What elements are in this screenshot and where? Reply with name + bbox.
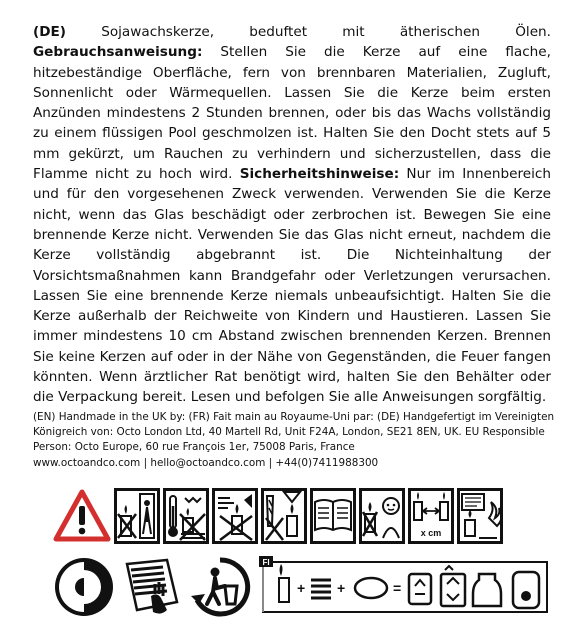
manufacturer-address: (EN) Handmade in the UK by: (FR) Fait main au Royaume-Uni par: (DE) Handgefertigt im Vereinigten Königreich von: Octo London Ltd, 40 Martell Rd, Unit F24A, London, SE21 8EN, UK. EU Responsible Person: Octo Europe, 60 rue François 1er, 75008 Paris, France bbox=[33, 411, 555, 454]
recycle-badge: FI bbox=[262, 558, 270, 567]
language-code: (DE) bbox=[33, 24, 66, 40]
svg-text:+: + bbox=[297, 580, 306, 596]
unattended-candle-icon bbox=[114, 488, 160, 544]
read-instructions-icon bbox=[310, 488, 356, 544]
warning-triangle-icon bbox=[53, 489, 111, 543]
distance-label: x cm bbox=[420, 528, 442, 538]
no-draught-icon bbox=[212, 488, 258, 544]
children-pets-icon bbox=[359, 488, 405, 544]
recycling-guide-icon bbox=[257, 556, 553, 618]
distance-between-candles-icon bbox=[408, 488, 454, 544]
usage-heading: Gebrauchsanweisung: bbox=[33, 44, 203, 61]
product-description: Sojawachskerze, beduftet mit ätherischen Ölen. bbox=[66, 24, 551, 40]
green-dot-icon bbox=[53, 556, 115, 618]
manual-icon bbox=[121, 556, 183, 618]
fire-safety-icon bbox=[457, 488, 503, 544]
safety-text: Nur im Innenbereich und für den vorgesehenen Zweck verwenden. Verwenden Sie die Kerze nicht, wenn das Glas beschädigt oder zerbrochen ist. Bewegen Sie eine brennende Kerze nicht. Verwenden Sie das Glas nicht erneut, nachdem die Kerze vollständig abgebrannt ist. Die Nichteinhaltung der Vorsichtsmaßnahmen kann Brandgefahr oder Verletzungen verursachen. Lassen Sie eine brennende Kerze niemals unbeaufsichtigt. Halten Sie die Kerze außerhalb der Reichweite von Kindern und Haustieren. Lassen Sie immer mindestens 10 cm Abstand zwischen brennenden Kerzen. Brennen Sie keine Kerzen auf oder in der Nähe von Gegenständen, die Feuer fangen könnten. Wenn ärztlicher Rat benötigt wird, halten Sie den Behälter oder die Verpackung bereit. Lesen und befolgen Sie alle Anweisungen sorgfältig. bbox=[33, 166, 551, 406]
safety-heading: Sicherheitshinweise: bbox=[239, 166, 400, 183]
svg-text:=: = bbox=[393, 580, 402, 596]
contact-line: www.octoandco.com | hello@octoandco.com | +44(0)7411988300 bbox=[33, 456, 379, 469]
manufacturer-credits bbox=[33, 410, 563, 471]
recycling-icons-row bbox=[53, 556, 553, 618]
tidyman-icon bbox=[189, 556, 251, 618]
svg-text:+: + bbox=[337, 580, 346, 596]
heat-resistant-surface-icon bbox=[163, 488, 209, 544]
no-flammable-materials-icon bbox=[261, 488, 307, 544]
usage-text: Stellen Sie die Kerze auf eine flache, hitzebeständige Oberfläche, fern von brennbaren Materialien, Zugluft, Sonnenlicht oder Wärmequellen. Lassen Sie die Kerze beim ersten Anzünden mindestens 2 Stunden brennen, oder bis das Wachs vollständig zu einem flüssigen Pool geschmolzen ist. Halten Sie den Docht stets auf 5 mm gekürzt, um Rauchen zu verhindern und sicherzustellen, dass die Flamme nicht zu hoch wird. bbox=[33, 44, 551, 183]
safety-icons-row bbox=[53, 488, 503, 544]
instructions-paragraph bbox=[33, 22, 551, 408]
